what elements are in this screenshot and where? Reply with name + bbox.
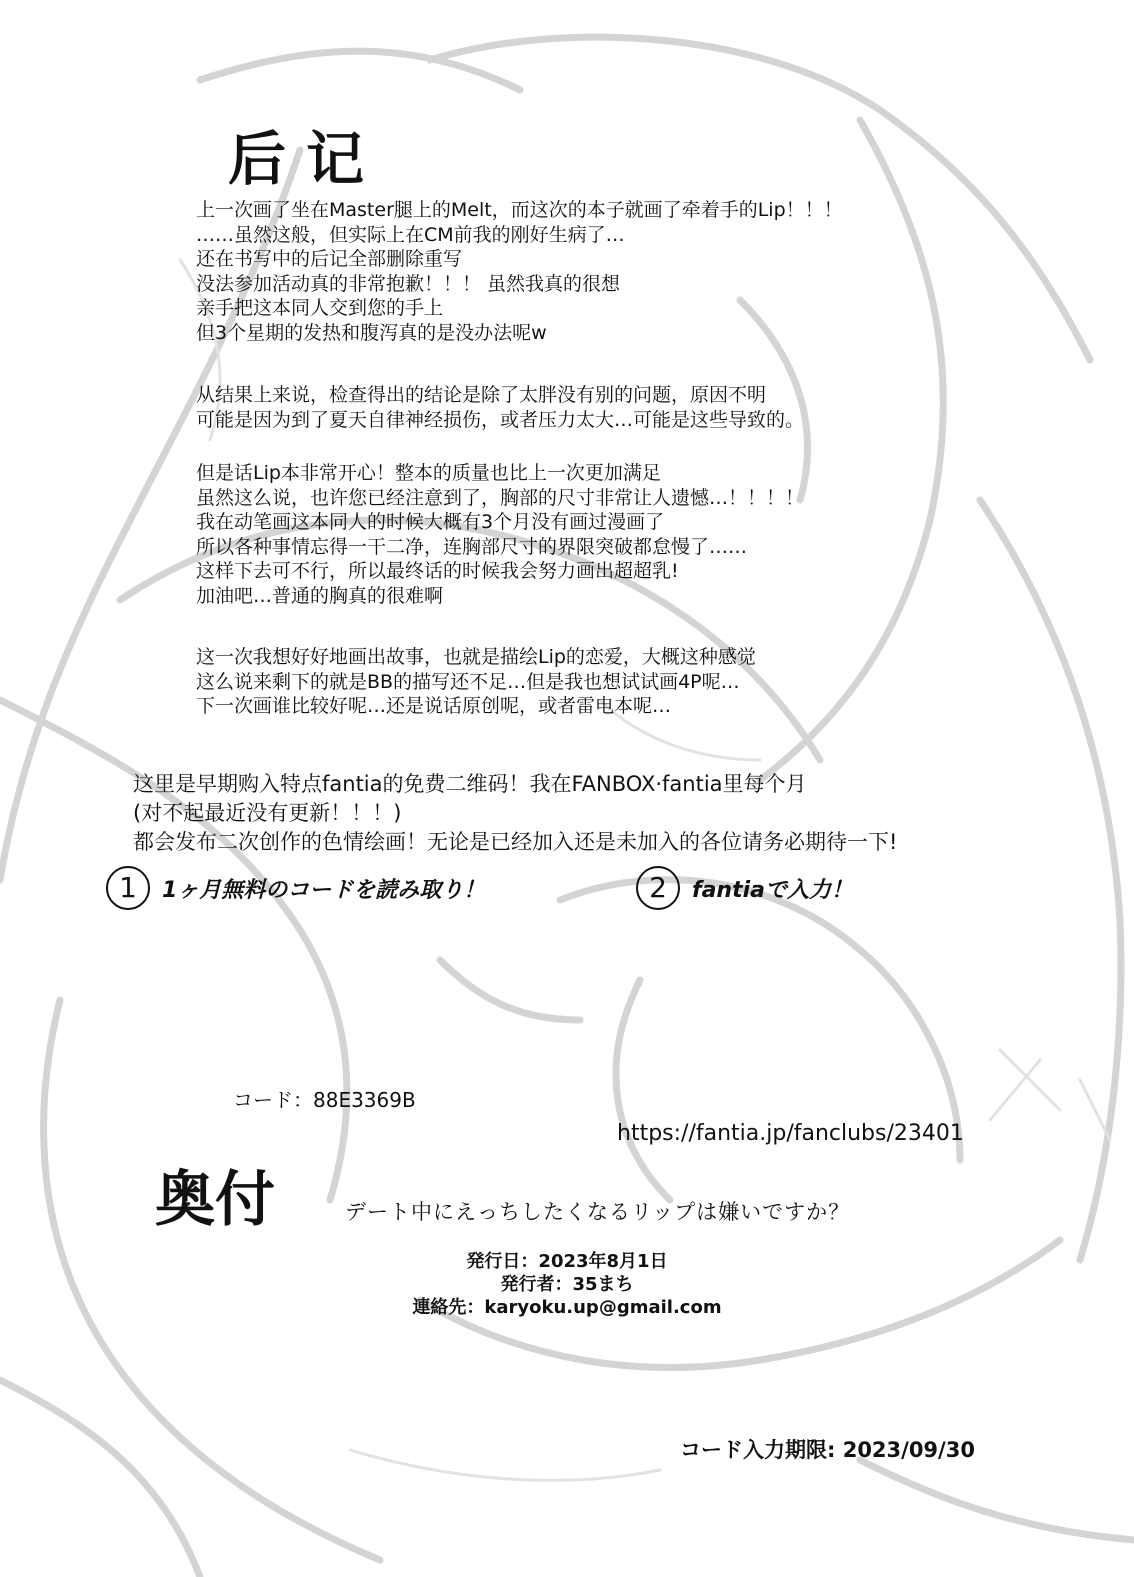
publisher: 発行者：35まち [500, 1274, 634, 1295]
step-number-circle: 1 [106, 866, 150, 910]
text-line: 从结果上来说，检查得出的结论是除了太胖没有别的问题，原因不明 [196, 384, 767, 406]
fantia-url[interactable]: https://fantia.jp/fanclubs/23401 [617, 1121, 964, 1146]
promo-line: (对不起最近没有更新！！！) [133, 801, 402, 825]
text-line: 还在书写中的后记全部删除重写 [196, 248, 463, 270]
text-line: 所以各种事情忘得一干二净，连胸部尺寸的界限突破都怠慢了…… [196, 535, 748, 558]
promo-text [133, 770, 897, 857]
colophon-heading: 奥付 [155, 1165, 275, 1235]
step-label: fantiaで入力！ [692, 877, 853, 903]
text-line: 加油吧…普通的胸真的很难啊 [196, 584, 444, 607]
afterword-paragraph-1 [196, 198, 843, 345]
afterword-paragraph-4 [196, 645, 756, 719]
text-line: 亲手把这本同人交到您的手上 [196, 297, 444, 319]
text-line: 但是话Lip本非常开心！整本的质量也比上一次更加满足 [196, 462, 661, 484]
afterword-paragraph-2 [196, 383, 804, 432]
book-title: デート中にえっちしたくなるリップは嫌いですか？ [345, 1200, 851, 1224]
text-line: 这样下去可不行，所以最终话的时候我会努力画出超超乳! [196, 560, 679, 582]
text-line: ……虽然这般，但实际上在CM前我的刚好生病了… [196, 223, 625, 246]
text-line: 但3个星期的发热和腹泻真的是没办法呢w [196, 321, 547, 344]
publish-date: 発行日：2023年8月1日 [466, 1251, 668, 1272]
afterword-paragraph-3 [196, 461, 804, 608]
text-line: 这一次我想好好地画出故事，也就是描绘Lip的恋爱，大概这种感觉 [196, 646, 756, 668]
coupon-code: コード：88E3369B [233, 1088, 416, 1112]
step-enter-fantia [636, 866, 853, 910]
text-line: 下一次画谁比较好呢…还是说话原创呢，或者雷电本呢… [196, 695, 672, 717]
afterword-title: 后记 [228, 125, 385, 193]
text-line: 这么说来剩下的就是BB的描写还不足…但是我也想试试画4P呢… [196, 670, 740, 693]
promo-line: 这里是早期购入特点fantia的免费二维码！我在FANBOX·fantia里每个月 [133, 772, 807, 796]
text-line: 虽然这么说，也许您已经注意到了，胸部的尺寸非常让人遗憾…！！！！ [196, 486, 805, 509]
text-line: 没法参加活动真的非常抱歉！！！ 虽然我真的很想 [196, 272, 621, 295]
code-deadline: コード入力期限: 2023/09/30 [680, 1438, 975, 1462]
step-number-circle: 2 [636, 866, 680, 910]
step-label: 1ヶ月無料のコードを読み取り！ [162, 877, 486, 903]
step-scan-code [106, 866, 485, 910]
text-line: 我在动笔画这本同人的时候大概有3个月没有画过漫画了 [196, 511, 665, 533]
text-line: 上一次画了坐在Master腿上的Melt，而这次的本子就画了牵着手的Lip！！！ [196, 199, 843, 221]
contact-email[interactable]: 連絡先：karyoku.up@gmail.com [412, 1297, 722, 1318]
promo-line: 都会发布二次创作的色情绘画！无论是已经加入还是未加入的各位请务必期待一下! [133, 830, 898, 854]
colophon-details [0, 1250, 1134, 1319]
text-line: 可能是因为到了夏天自律神经损伤，或者压力太大…可能是这些导致的。 [196, 408, 805, 431]
